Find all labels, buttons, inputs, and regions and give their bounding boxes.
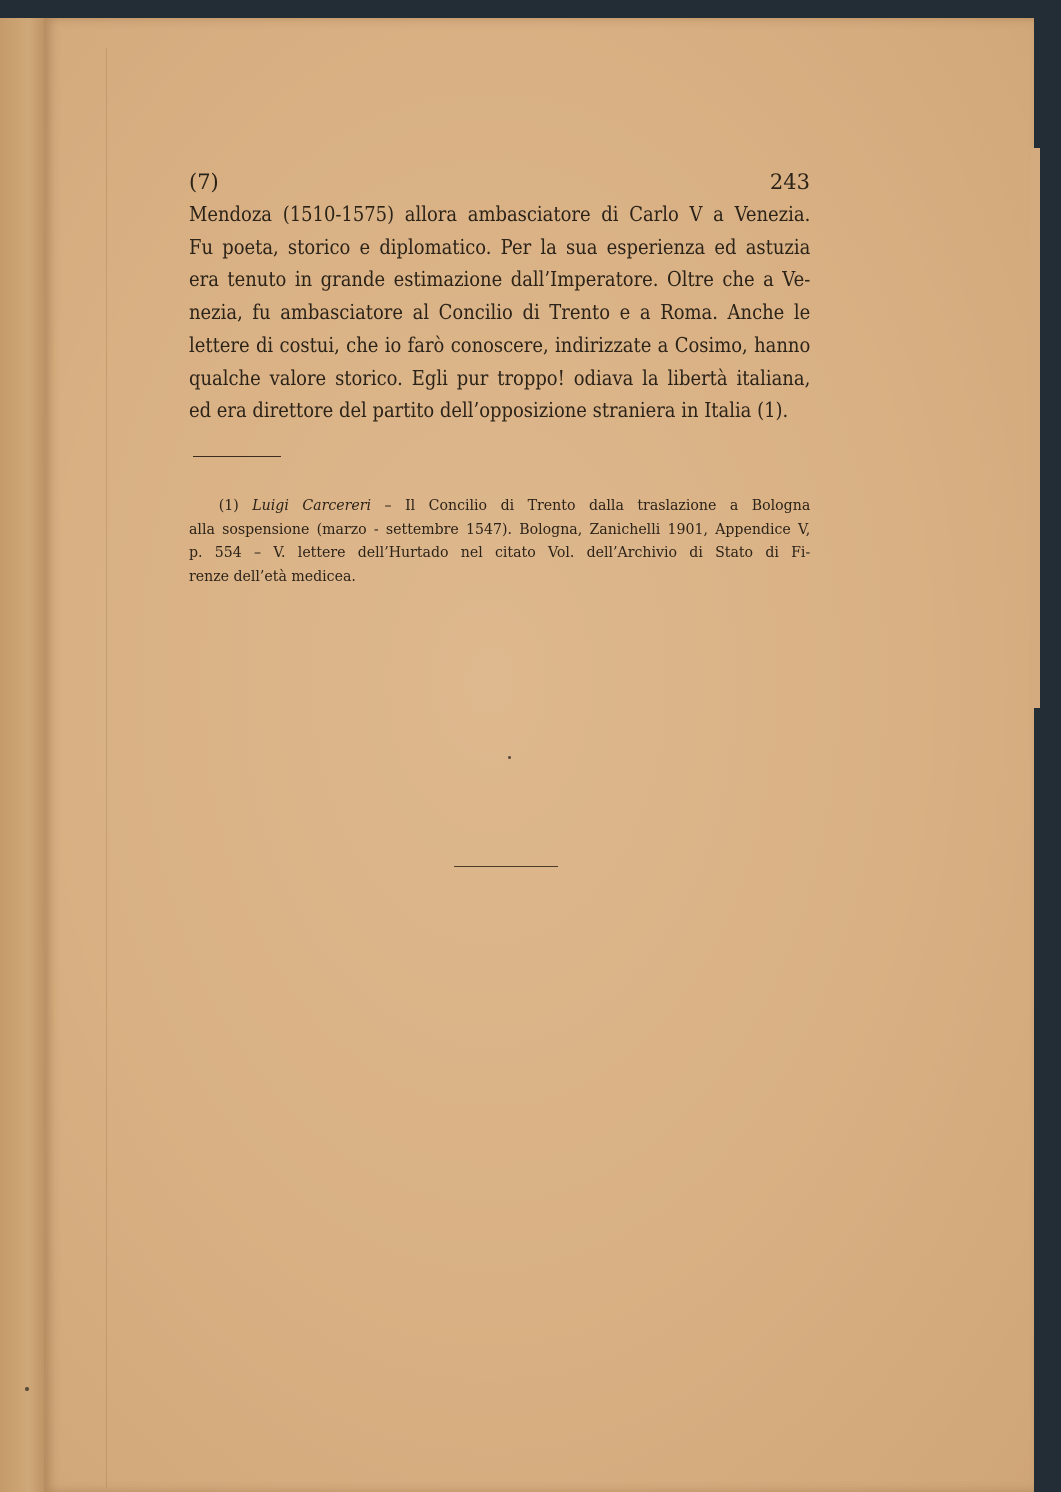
footnote-separator [193,456,281,457]
section-number: (7) [189,170,219,194]
paper-speck [508,756,511,759]
footnote-title: – Il Concilio di Trento dalla traslazione a Bologna [384,496,811,514]
page-number: 243 [769,170,810,194]
body-paragraph [189,198,811,427]
footnote-line: renze dell’età medicea. [189,566,356,585]
footnote-line: p. 554 – V. lettere dell’Hurtado nel citato Vol. dell’Archivio di Stato di Fi- [189,543,811,562]
facing-page-edge [0,18,48,1492]
footnote [189,494,810,588]
body-line: ed era direttore del partito dell’opposizione straniera in Italia (1). [189,398,789,423]
body-line: qualche valore storico. Egli pur troppo! odiava la libertà italiana, [189,365,811,390]
body-line: nezia, fu ambasciatore al Concilio di Trento e a Roma. Anche le [189,300,811,325]
fold-line [106,48,107,1488]
body-line: era tenuto in grande estimazione dall’Imperatore. Oltre che a Ve- [189,267,811,292]
paper-speck [25,1387,29,1391]
body-line: Mendoza (1510-1575) allora ambasciatore di Carlo V a Venezia. [189,202,811,226]
footnote-line [189,494,810,518]
footnote-author: Luigi Carcereri [252,496,371,514]
end-rule [454,866,558,867]
footnote-line: alla sospensione (marzo - settembre 1547). Bologna, Zanichelli 1901, Appendice V, [189,519,811,538]
body-line: Fu poeta, storico e diplomatico. Per la sua esperienza ed astuzia [189,234,811,259]
footnote-marker: (1) [218,496,239,514]
page-header [189,170,810,194]
page-edge-tab [1030,148,1040,708]
body-line: lettere di costui, che io farò conoscere, indirizzate a Cosimo, hanno [189,332,811,357]
